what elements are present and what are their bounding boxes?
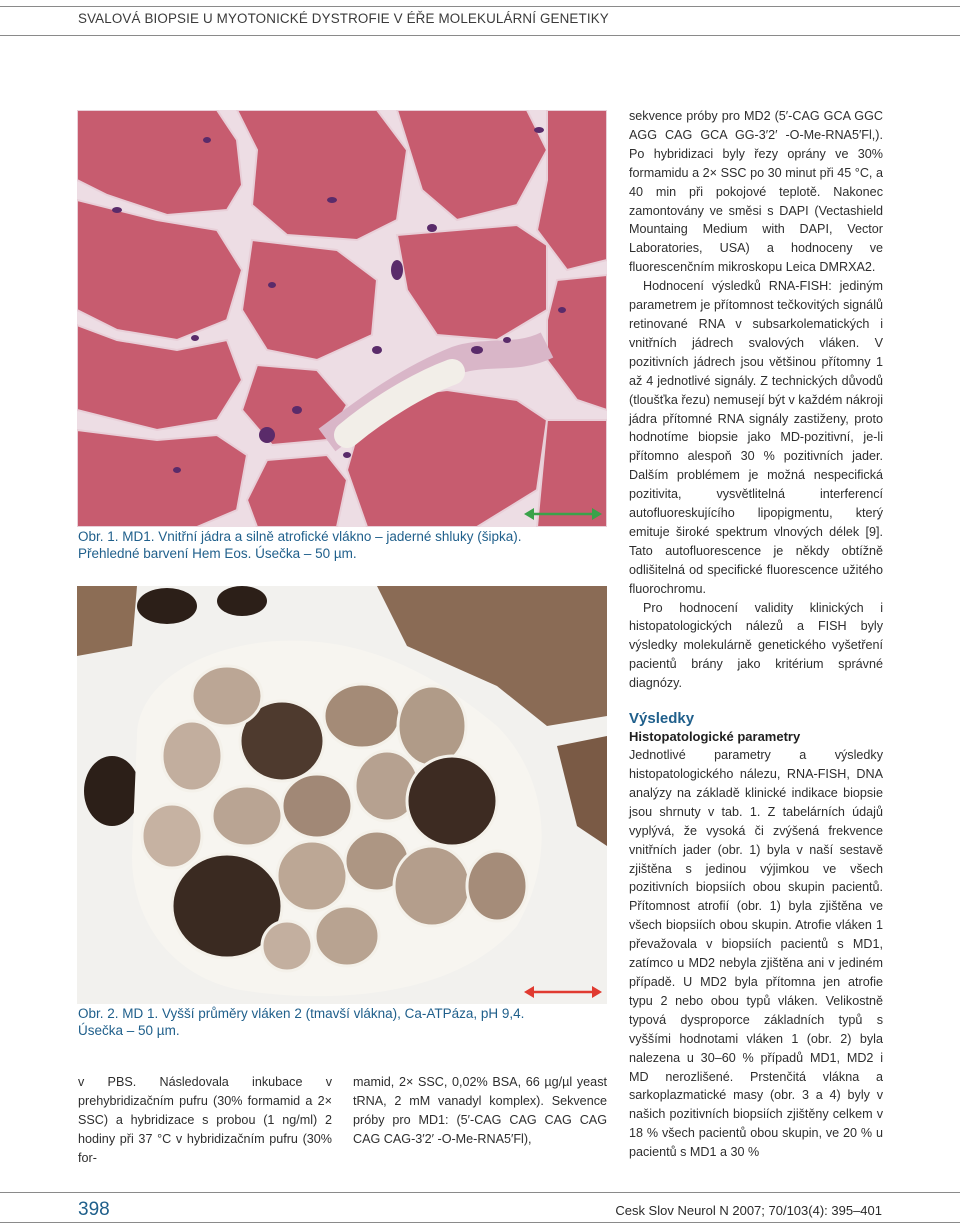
figure-2-scale-arrow bbox=[524, 984, 602, 1000]
journal-citation: Cesk Slov Neurol N 2007; 70/103(4): 395–401 bbox=[615, 1203, 882, 1218]
figure-1-scale-arrow bbox=[524, 506, 602, 522]
subsection-heading-histopathology: Histopatologické parametry bbox=[629, 729, 801, 745]
paragraph-results: Jednotlivé parametry a výsledky histopatologického nálezu, RNA-FISH, DNA analýzy na základě klinické indikace biopsie jsou shrnuty v tab. 1. Z tabelárních údajů vyplývá, že vysoká či zvýšená frekvence vnitřních jader (obr. 1) byla v naší sestavě zjištěna s jedinou výjimkou ve všech pozitivních biopsiích obou skupin pacientů. Přítomnost atrofií (obr. 1) byla zjištěna ve všech biopsiích obou skupin. Atrofie vláken 1 převažovala v biopsiích pacientů s MD1, zatímco u MD2 nebyla zjištěna ani v jediném případě. U MD2 byla přítomna jen atrofie typu 2 nebo obou typů vláken. Velikostně typová dysproporce základních typů s vyššími hodnotami vláken 1 (obr. 2) byla nalezena u 30–60 % případů MD1, MD2 i MD nerozlišené. Prstenčitá vlákna a sarkoplazmatické masy (obr. 3 a 4) byly v našich pozitivních biopsiích zjištěny celkem v 18 % všech pacientů obou skupin, ve 20 % u pacientů s MD1 a 30 % bbox=[629, 748, 883, 1160]
figure-2-caption-line2: Úsečka – 50 µm. bbox=[78, 1022, 180, 1038]
figure-2-image bbox=[77, 586, 607, 1004]
running-header: SVALOVÁ BIOPSIE U MYOTONICKÉ DYSTROFIE V ÉŘE MOLEKULÁRNÍ GENETIKY bbox=[78, 11, 609, 26]
bottom-middle-column bbox=[353, 1073, 607, 1149]
figure-1-image bbox=[77, 110, 607, 527]
figure-1-caption-line2: Přehledné barvení Hem Eos. Úsečka – 50 µm. bbox=[78, 545, 357, 561]
bottom-left-column bbox=[78, 1073, 332, 1168]
header-rule-top bbox=[0, 6, 960, 7]
paragraph-md2-probe: sekvence próby pro MD2 (5′-CAG GCA GGC AGG CAG GCA GG-3′2′ -O-Me-RNA5′Fl,). Po hybridizaci byly řezy oprány ve 30% formamidu a 2× SSC po 30 minut při 45 °C, a 40 min při pokojové teplotě. Nakonec zamontovány ve směsi s DAPI (Vectashield Mountaing Medium with DAPI, Vector Laboratories, USA) a hodnoceny ve fluorescenčním mikroskopu Leica DMRXA2. bbox=[629, 109, 883, 275]
section-heading-results: Výsledky bbox=[629, 710, 695, 728]
methods-text-middle: mamid, 2× SSC, 0,02% BSA, 66 µg/µl yeast tRNA, 2 mM vanadyl komplex). Sekvence próby pro MD1: (5′-CAG CAG CAG CAG CAG CAG-3′2′ -O-Me-RNA5′Fl), bbox=[353, 1075, 607, 1146]
paragraph-rna-fish-evaluation: Hodnocení výsledků RNA-FISH: jediným parametrem je přítomnost tečkovitých signálů retinované RNA v subsarkolematických i vnitřních jádrech svalových vláken. V pozitivních jádrech jsou většinou přítomny 1 až 4 jednotlivé signály. Z technických důvodů (tloušťka řezu) nemusejí být v každém nákroji jádra přítomné RNA signály zastiženy, proto hodnotíme biopsie jako MD-pozitivní, je-li přítomno alespoň 30 % pozitivních jader. Dalším problémem je možná nespecifická pozitivita, vysvětlitelná interferencí autofluoreskujícího lipopigmentu, který emituje široké spektrum vlnových délek [9]. Tato autofluorescence je někdy obtížně odlišitelná od specifické fluorescence užitého fluorochromu. bbox=[629, 279, 883, 596]
paragraph-validity: Pro hodnocení validity klinických i histopatologických nálezů a FISH byly výsledky molekulárně genetického vyšetření pacientů brány jako kritérium správné diagnózy. bbox=[629, 600, 883, 691]
methods-text-left: v PBS. Následovala inkubace v prehybridizačním pufru (30% formamid a 2× SSC) a hybridizace s probou (1 ng/ml) 2 hodiny při 37 °C v hybridizačním pufru (30% for- bbox=[78, 1075, 332, 1165]
footer-rule-top bbox=[0, 1192, 960, 1193]
figure-1-caption bbox=[78, 529, 608, 562]
figure-2-caption-line1: Obr. 2. MD 1. Vyšší průměry vláken 2 (tmavší vlákna), Ca-ATPáza, pH 9,4. bbox=[78, 1006, 525, 1021]
figure-2-caption bbox=[78, 1006, 608, 1039]
header-rule-bottom bbox=[0, 35, 960, 36]
footer-rule-bottom bbox=[0, 1222, 960, 1223]
right-column bbox=[629, 107, 883, 1162]
figure-1-caption-line1: Obr. 1. MD1. Vnitřní jádra a silně atrofické vlákno – jaderné shluky (šipka). bbox=[78, 529, 522, 544]
page-number: 398 bbox=[78, 1199, 110, 1220]
